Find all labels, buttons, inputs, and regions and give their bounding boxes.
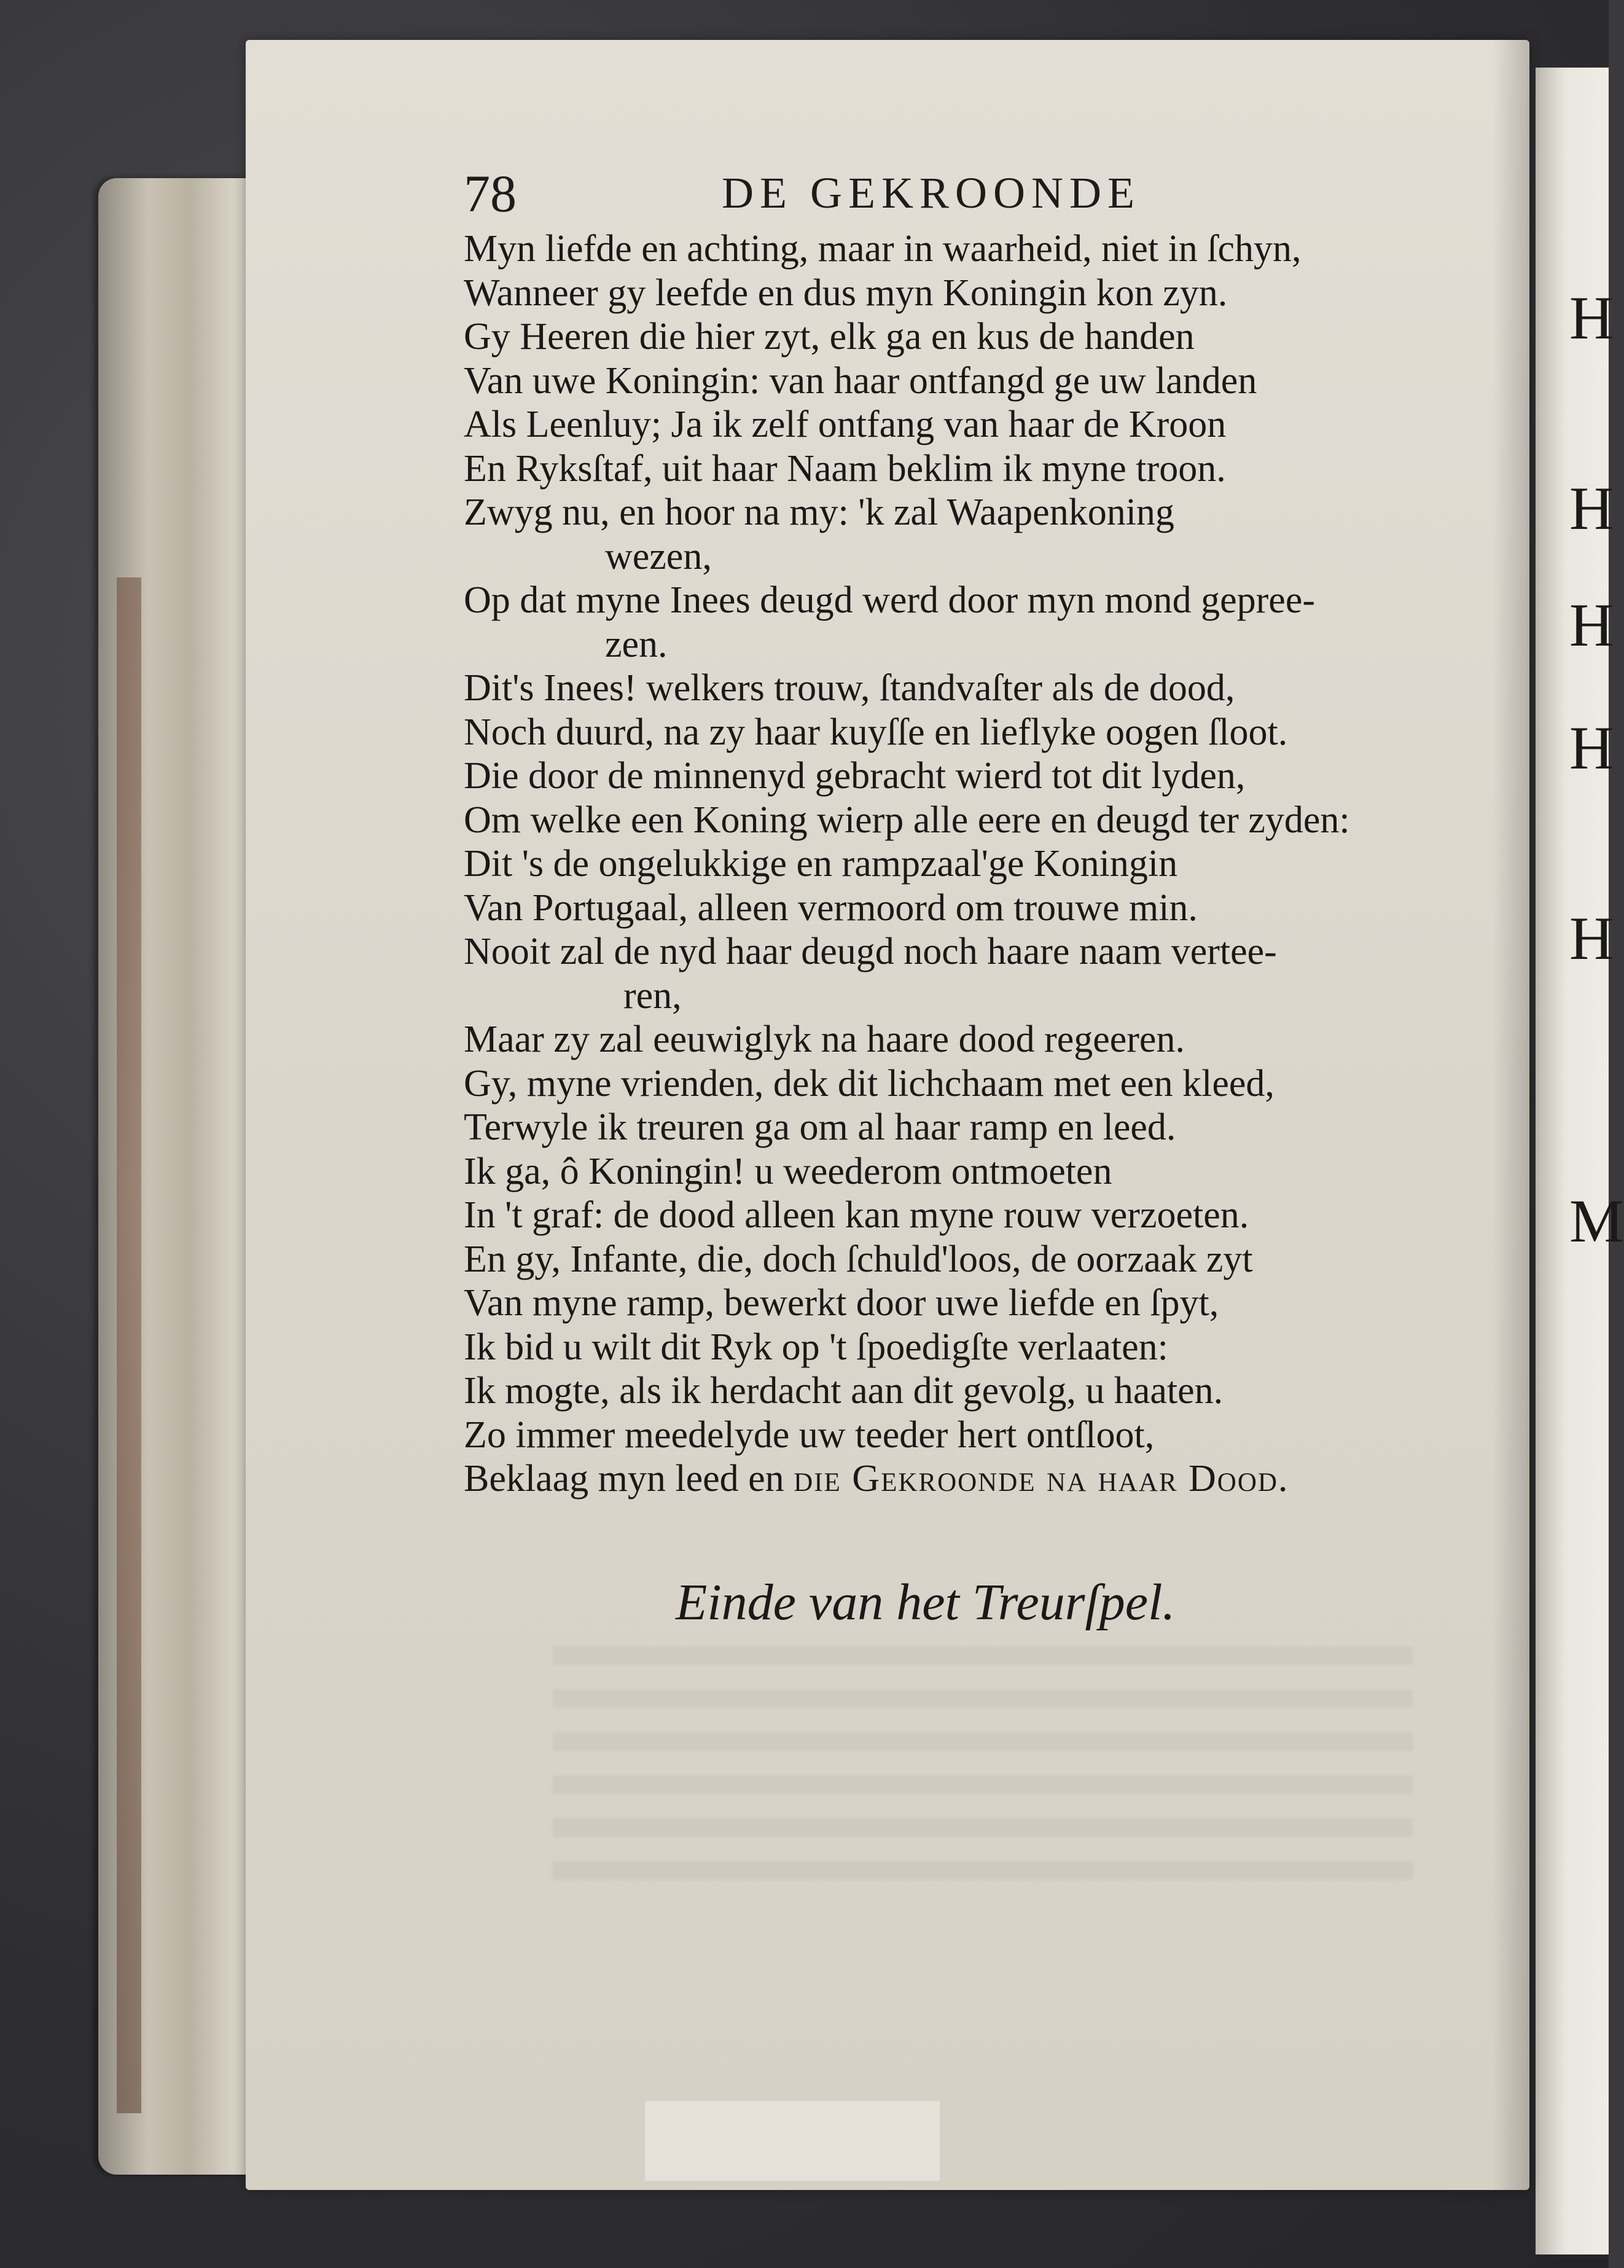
verse-line: Myn liefde en achting, maar in waarheid, niet in ſchyn, xyxy=(464,228,1302,270)
last-line-small-caps: die Gekroonde na haar Dood. xyxy=(794,1458,1289,1500)
facing-page-letter: H xyxy=(1569,591,1614,659)
verse-line: Zo immer meedelyde uw teeder hert ontſloot, xyxy=(464,1414,1155,1456)
page-gutter-shadow xyxy=(1493,40,1529,2190)
closing-line: Einde van het Treurſpel. xyxy=(676,1574,1176,1631)
verse-line: En Ryksſtaf, uit haar Naam beklim ik myne troon. xyxy=(464,447,1226,490)
verse-line: Dit's Inees! welkers trouw, ſtandvaſter als de dood, xyxy=(464,667,1235,709)
facing-page-letter: H xyxy=(1569,714,1614,782)
verse-line-continuation: wezen, xyxy=(605,535,712,577)
page-stack-stain xyxy=(117,577,141,2113)
verse-line: Om welke een Koning wierp alle eere en deugd ter zyden: xyxy=(464,799,1350,841)
verse-line: En gy, Infante, die, doch ſchuld'loos, de oorzaak zyt xyxy=(464,1238,1253,1280)
paper-patch xyxy=(645,2101,940,2181)
verse-line-continuation: zen. xyxy=(605,623,668,665)
verse-line: Ik ga, ô Koningin! u weederom ontmoeten xyxy=(464,1150,1112,1192)
facing-page-edge xyxy=(1536,68,1609,2254)
show-through-text xyxy=(553,1646,1413,1904)
running-head: DE GEKROONDE xyxy=(722,168,1141,217)
verse-line: Maar zy zal eeuwiglyk na haare dood regeeren. xyxy=(464,1019,1185,1060)
verse-line: Ik mogte, als ik herdacht aan dit gevolg, u haaten. xyxy=(464,1370,1224,1412)
facing-page-letter: H xyxy=(1569,284,1614,352)
verse-line: Op dat myne Inees deugd werd door myn mond gepree- xyxy=(464,579,1315,621)
page-number: 78 xyxy=(464,164,517,223)
verse-line: In 't graf: de dood alleen kan myne rouw verzoeten. xyxy=(464,1194,1249,1236)
page-header xyxy=(464,157,1250,237)
verse-line: Van Portugaal, alleen vermoord om trouwe min. xyxy=(464,886,1198,929)
verse-line: Van myne ramp, bewerkt door uwe liefde en ſpyt, xyxy=(464,1282,1219,1324)
facing-page-letter: H xyxy=(1569,904,1614,972)
facing-page-letter: H xyxy=(1569,474,1614,542)
verse-line: Gy Heeren die hier zyt, elk ga en kus de handen xyxy=(464,316,1195,358)
verse-line-continuation: ren, xyxy=(623,974,682,1017)
verse-line: Terwyle ik treuren ga om al haar ramp en leed. xyxy=(464,1106,1176,1148)
verse-line: Nooit zal de nyd haar deugd noch haare naam vertee- xyxy=(464,931,1277,972)
last-line-text: Beklaag myn leed en xyxy=(464,1458,794,1500)
verse-line: Ik bid u wilt dit Ryk op 't ſpoedigſte verlaaten: xyxy=(464,1326,1168,1368)
facing-page-letter: M xyxy=(1569,1187,1624,1255)
verse-line: Gy, myne vrienden, dek dit lichchaam met een kleed, xyxy=(464,1062,1275,1105)
verse-line: Noch duurd, na zy haar kuyſſe en lieflyke oogen ſloot. xyxy=(464,711,1288,753)
verse-line: Zwyg nu, en hoor na my: 'k zal Waapenkoning xyxy=(464,491,1174,533)
verse-line: Wanneer gy leefde en dus myn Koningin kon zyn. xyxy=(464,272,1228,314)
verse-line: Van uwe Koningin: van haar ontfangd ge uw landen xyxy=(464,359,1257,402)
verse-line: Als Leenluy; Ja ik zelf ontfang van haar de Kroon xyxy=(464,404,1227,445)
verse-last-line xyxy=(464,1457,1459,1501)
verse-block xyxy=(464,227,1459,1501)
verse-line: Dit 's de ongelukkige en rampzaal'ge Koningin xyxy=(464,843,1178,885)
verse-line: Die door de minnenyd gebracht wierd tot dit lyden, xyxy=(464,755,1246,797)
